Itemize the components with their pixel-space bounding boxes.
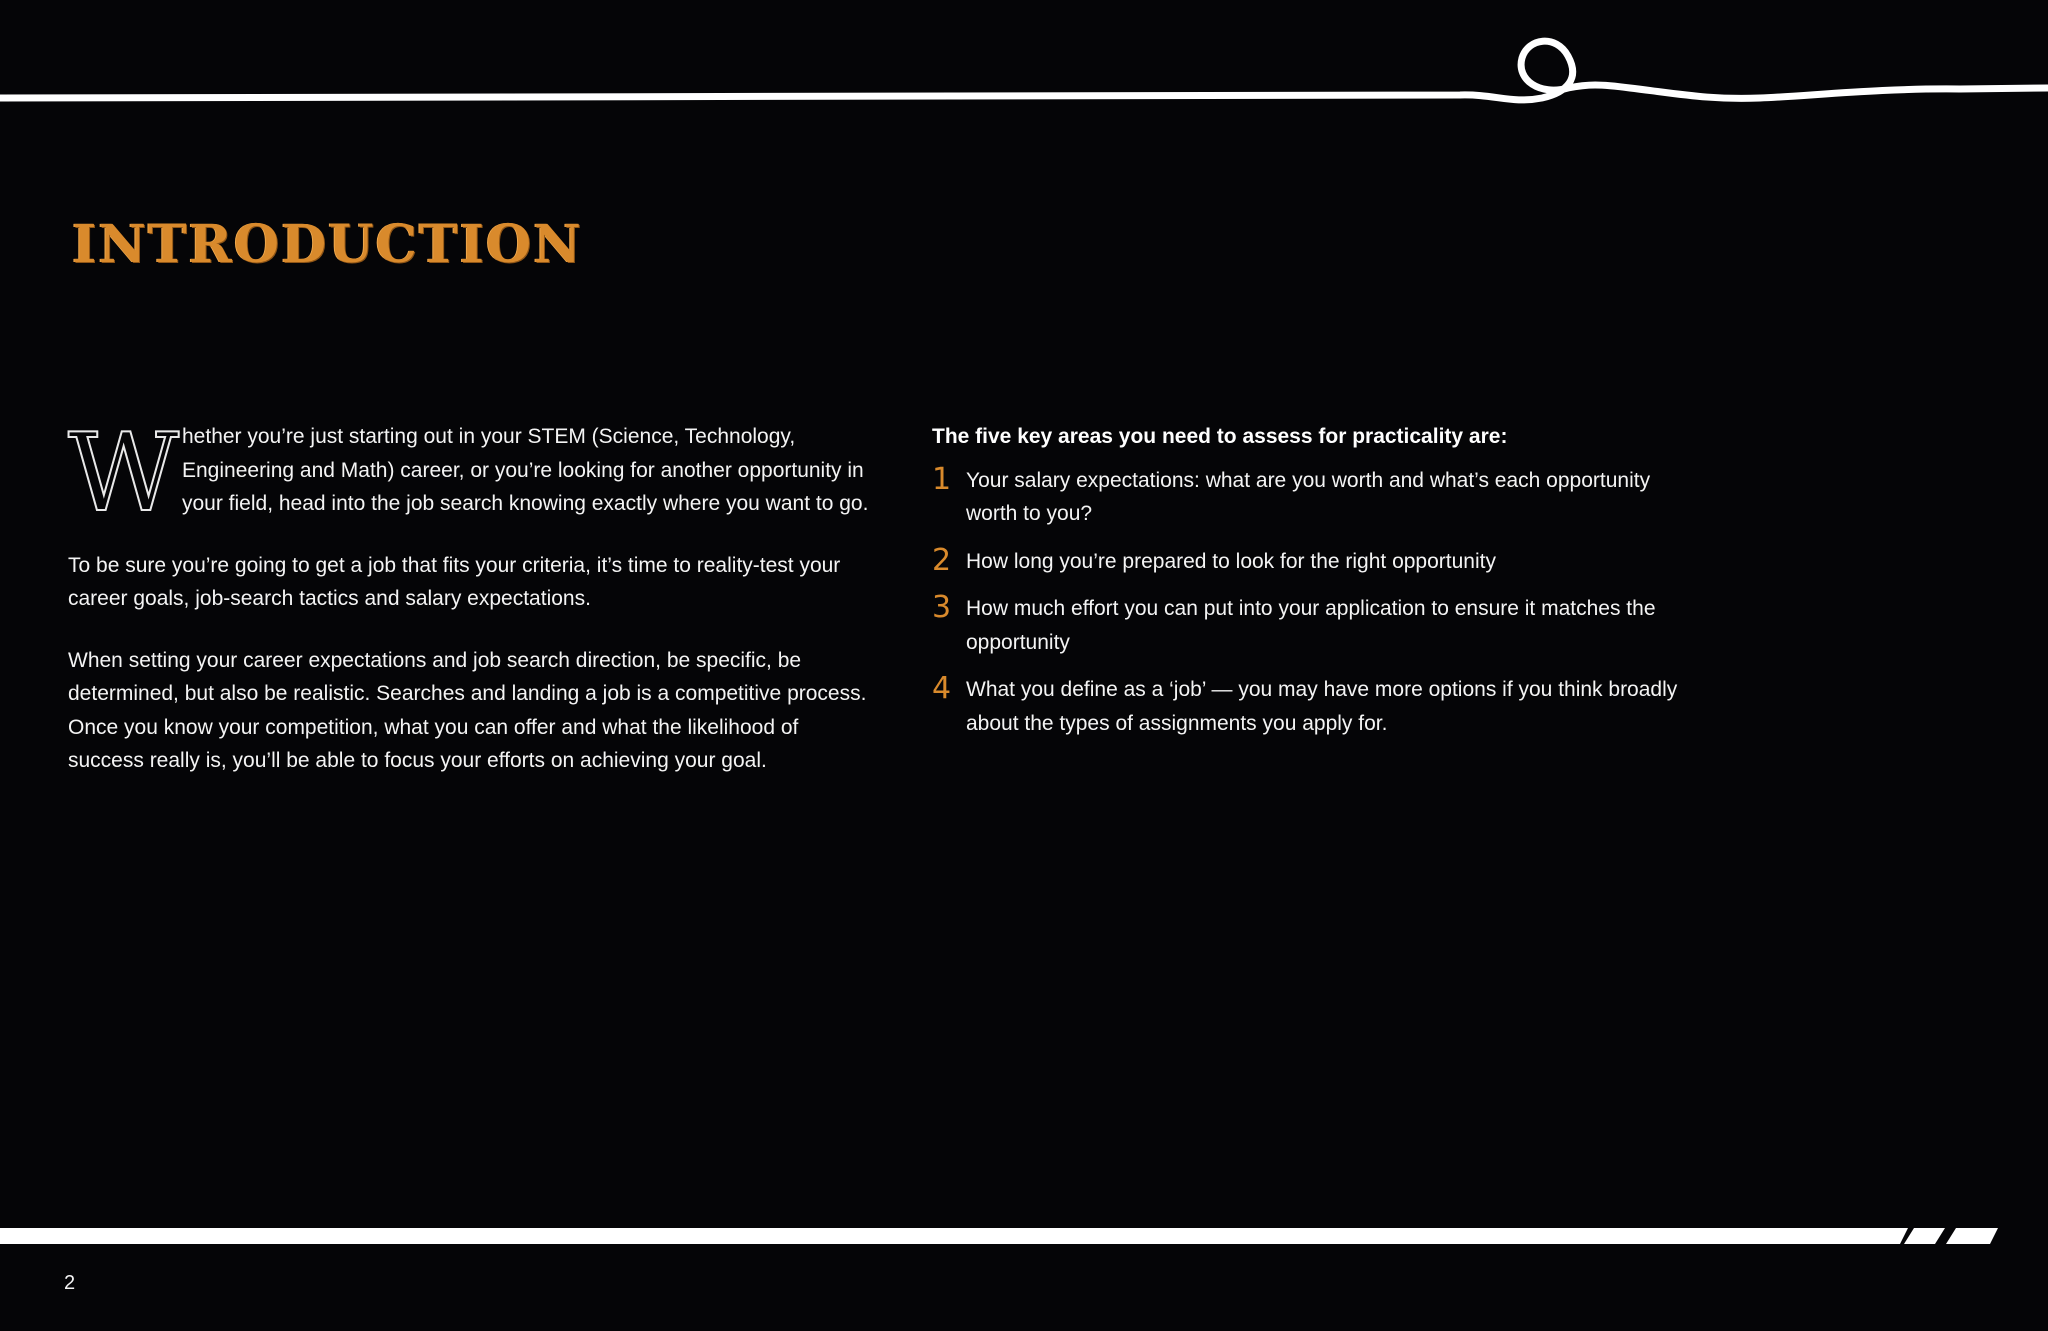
key-areas-list [932, 461, 1692, 741]
drop-cap-letter: W [68, 411, 180, 536]
list-item [932, 461, 1692, 531]
list-item [932, 592, 1692, 659]
intro-paragraph-3: When setting your career expectations and job search direction, be specific, be determined, but also be realistic. Searches and landing a job is a competitive process. Once you know your competition, what you can offer and what the likelihood of success really is, you’ll be able to focus your efforts on achieving your goal. [68, 648, 867, 772]
intro-text-column [68, 411, 878, 806]
intro-paragraph-1-text: hether you’re just starting out in your STEM (Science, Technology, Engineering and Math) career, or you’re looking for another opportunity in your field, head into the job search knowing exactly where you want to go. [182, 425, 869, 515]
bottom-decorative-line [0, 1210, 2048, 1250]
list-item-number: 3 [932, 590, 952, 625]
list-item-number: 1 [932, 461, 952, 497]
page-number: 2 [64, 1272, 76, 1294]
list-item-text: How much effort you can put into your application to ensure it matches the opportunity [966, 597, 1656, 654]
intro-paragraph-1 [68, 411, 878, 536]
top-decorative-line [0, 0, 2048, 130]
page-title: INTRODUCTION [72, 214, 583, 275]
list-item [932, 673, 1692, 740]
list-item [932, 542, 1692, 579]
list-item-number: 4 [932, 671, 952, 706]
key-areas-heading: The five key areas you need to assess for practicality are: [932, 425, 1508, 448]
list-item-number: 2 [932, 542, 952, 578]
list-item-text: Your salary expectations: what are you worth and what’s each opportunity worth to you? [966, 468, 1651, 525]
key-areas-column [932, 420, 1692, 754]
intro-paragraph-2: To be sure you’re going to get a job that fits your criteria, it’s time to reality-test your career goals, job-search tactics and salary expectations. [68, 553, 841, 610]
list-item-text: How long you’re prepared to look for the right opportunity [966, 549, 1496, 573]
list-item-text: What you define as a ‘job’ — you may have more options if you think broadly about the types of assignments you apply for. [966, 678, 1678, 735]
